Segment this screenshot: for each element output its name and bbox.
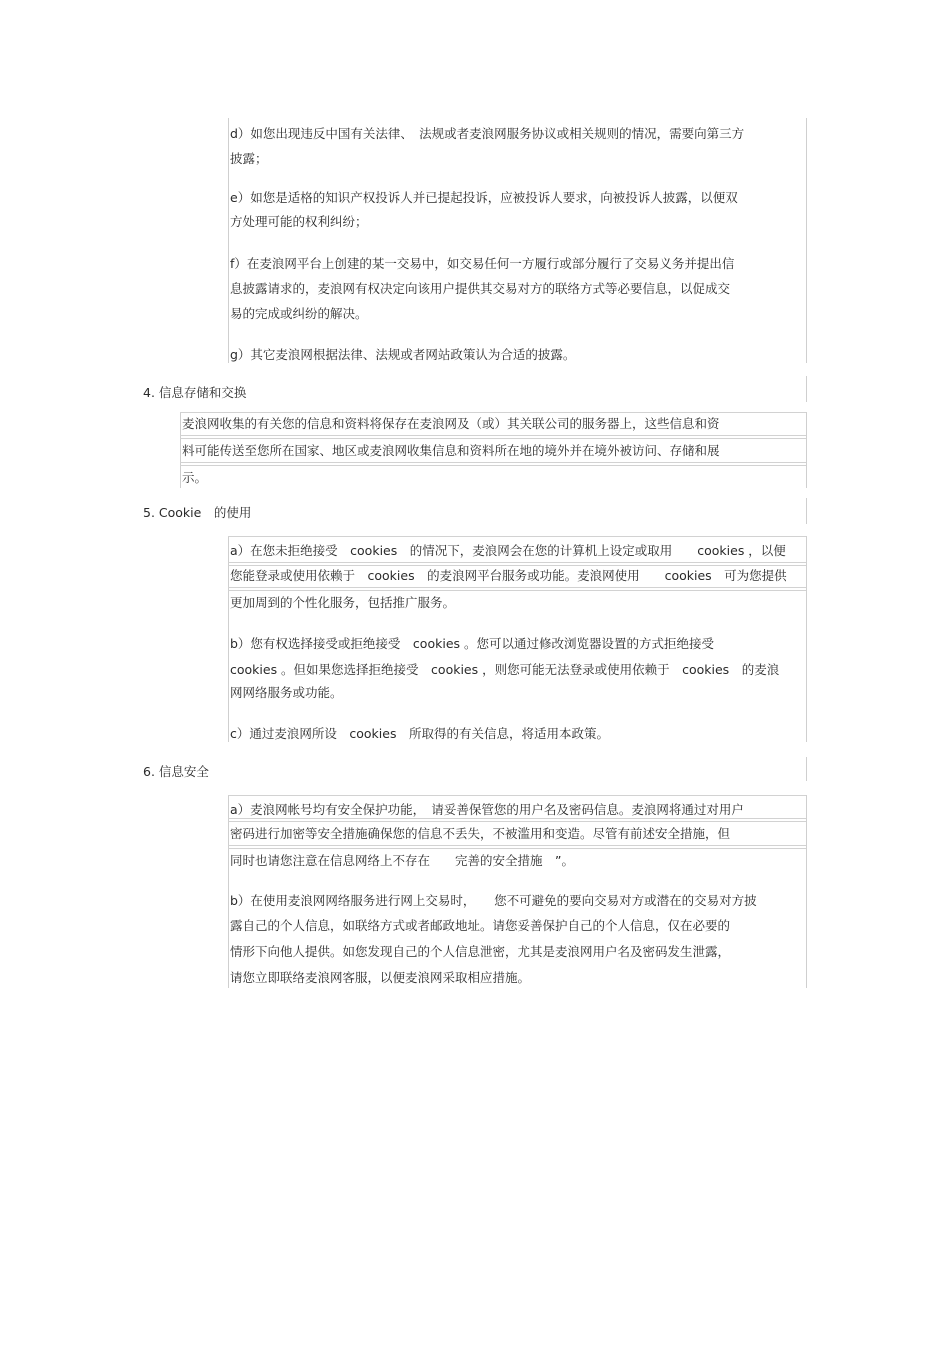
section-heading: 6. 信息安全 bbox=[143, 764, 209, 779]
table-rule bbox=[180, 435, 806, 439]
paragraph-line: 情形下向他人提供。如您发现自己的个人信息泄密，尤其是麦浪网用户名及密码发生泄露， bbox=[230, 944, 731, 959]
paragraph-line: g）其它麦浪网根据法律、法规或者网站政策认为合适的披露。 bbox=[230, 347, 576, 362]
table-border-right bbox=[806, 757, 807, 781]
paragraph-line: 易的完成或纠纷的解决。 bbox=[230, 306, 368, 321]
table-rule bbox=[228, 587, 806, 591]
table-border-left bbox=[228, 118, 229, 363]
table-rule bbox=[228, 795, 806, 796]
paragraph-line: b）在使用麦浪网网络服务进行网上交易时， 您不可避免的要向交易对方或潜在的交易对方披 bbox=[230, 893, 757, 908]
table-border-right bbox=[806, 376, 807, 402]
paragraph-line: 您能登录或使用依赖于 cookies 的麦浪网平台服务或功能。麦浪网使用 cookies 可为您提供 bbox=[230, 568, 787, 583]
paragraph-line: 露自己的个人信息，如联络方式或者邮政地址。请您妥善保护自己的个人信息，仅在必要的 bbox=[230, 918, 731, 933]
paragraph-line: 更加周到的个性化服务，包括推广服务。 bbox=[230, 595, 456, 610]
table-rule bbox=[228, 818, 806, 822]
paragraph-line: f）在麦浪网平台上创建的某一交易中，如交易任何一方履行或部分履行了交易义务并提出信 bbox=[230, 256, 735, 271]
paragraph-line: 方处理可能的权利纠纷； bbox=[230, 214, 368, 229]
paragraph-line: 披露； bbox=[230, 151, 268, 166]
paragraph-line: 网网络服务或功能。 bbox=[230, 685, 343, 700]
table-rule bbox=[228, 562, 806, 566]
table-border-left bbox=[228, 795, 229, 988]
paragraph-line: cookies 。但如果您选择拒绝接受 cookies ，则您可能无法登录或使用依赖于 cookies 的麦浪 bbox=[230, 662, 780, 677]
section-heading: 5. Cookie 的使用 bbox=[143, 505, 252, 520]
paragraph-line: c）通过麦浪网所设 cookies 所取得的有关信息，将适用本政策。 bbox=[230, 726, 609, 741]
paragraph-line: 同时也请您注意在信息网络上不存在 完善的安全措施 ”。 bbox=[230, 853, 574, 868]
paragraph-line: a）麦浪网帐号均有安全保护功能， 请妥善保管您的用户名及密码信息。麦浪网将通过对用户 bbox=[230, 802, 744, 817]
paragraph-line: 示。 bbox=[182, 470, 208, 485]
paragraph-line: 麦浪网收集的有关您的信息和资料将保存在麦浪网及（或）其关联公司的服务器上，这些信息和资 bbox=[182, 416, 720, 431]
paragraph-line: b）您有权选择接受或拒绝接受 cookies 。您可以通过修改浏览器设置的方式拒绝接受 bbox=[230, 636, 714, 651]
paragraph-line: 请您立即联络麦浪网客服，以便麦浪网采取相应措施。 bbox=[230, 970, 531, 985]
table-border-right bbox=[806, 412, 807, 488]
table-border-right bbox=[806, 536, 807, 742]
table-border-right bbox=[806, 795, 807, 988]
paragraph-line: 息披露请求的，麦浪网有权决定向该用户提供其交易对方的联络方式等必要信息，以促成交 bbox=[230, 281, 731, 296]
table-border-left bbox=[180, 412, 181, 488]
table-rule bbox=[228, 845, 806, 849]
section-heading: 4. 信息存储和交换 bbox=[143, 385, 247, 400]
paragraph-line: 密码进行加密等安全措施确保您的信息不丢失，不被滥用和变造。尽管有前述安全措施，但 bbox=[230, 826, 731, 841]
paragraph-line: a）在您未拒绝接受 cookies 的情况下，麦浪网会在您的计算机上设定或取用 cookies ，以便 bbox=[230, 543, 786, 558]
table-rule bbox=[180, 462, 806, 466]
paragraph-line: 料可能传送至您所在国家、地区或麦浪网收集信息和资料所在地的境外并在境外被访问、存储和展 bbox=[182, 443, 720, 458]
table-rule bbox=[180, 412, 806, 413]
paragraph-line: e）如您是适格的知识产权投诉人并已提起投诉，应被投诉人要求，向被投诉人披露，以便双 bbox=[230, 190, 738, 205]
table-border-right bbox=[806, 498, 807, 524]
paragraph-line: d）如您出现违反中国有关法律、 法规或者麦浪网服务协议或相关规则的情况，需要向第三方 bbox=[230, 126, 745, 141]
table-border-right bbox=[806, 118, 807, 363]
table-rule bbox=[228, 536, 806, 537]
table-border-left bbox=[228, 536, 229, 742]
